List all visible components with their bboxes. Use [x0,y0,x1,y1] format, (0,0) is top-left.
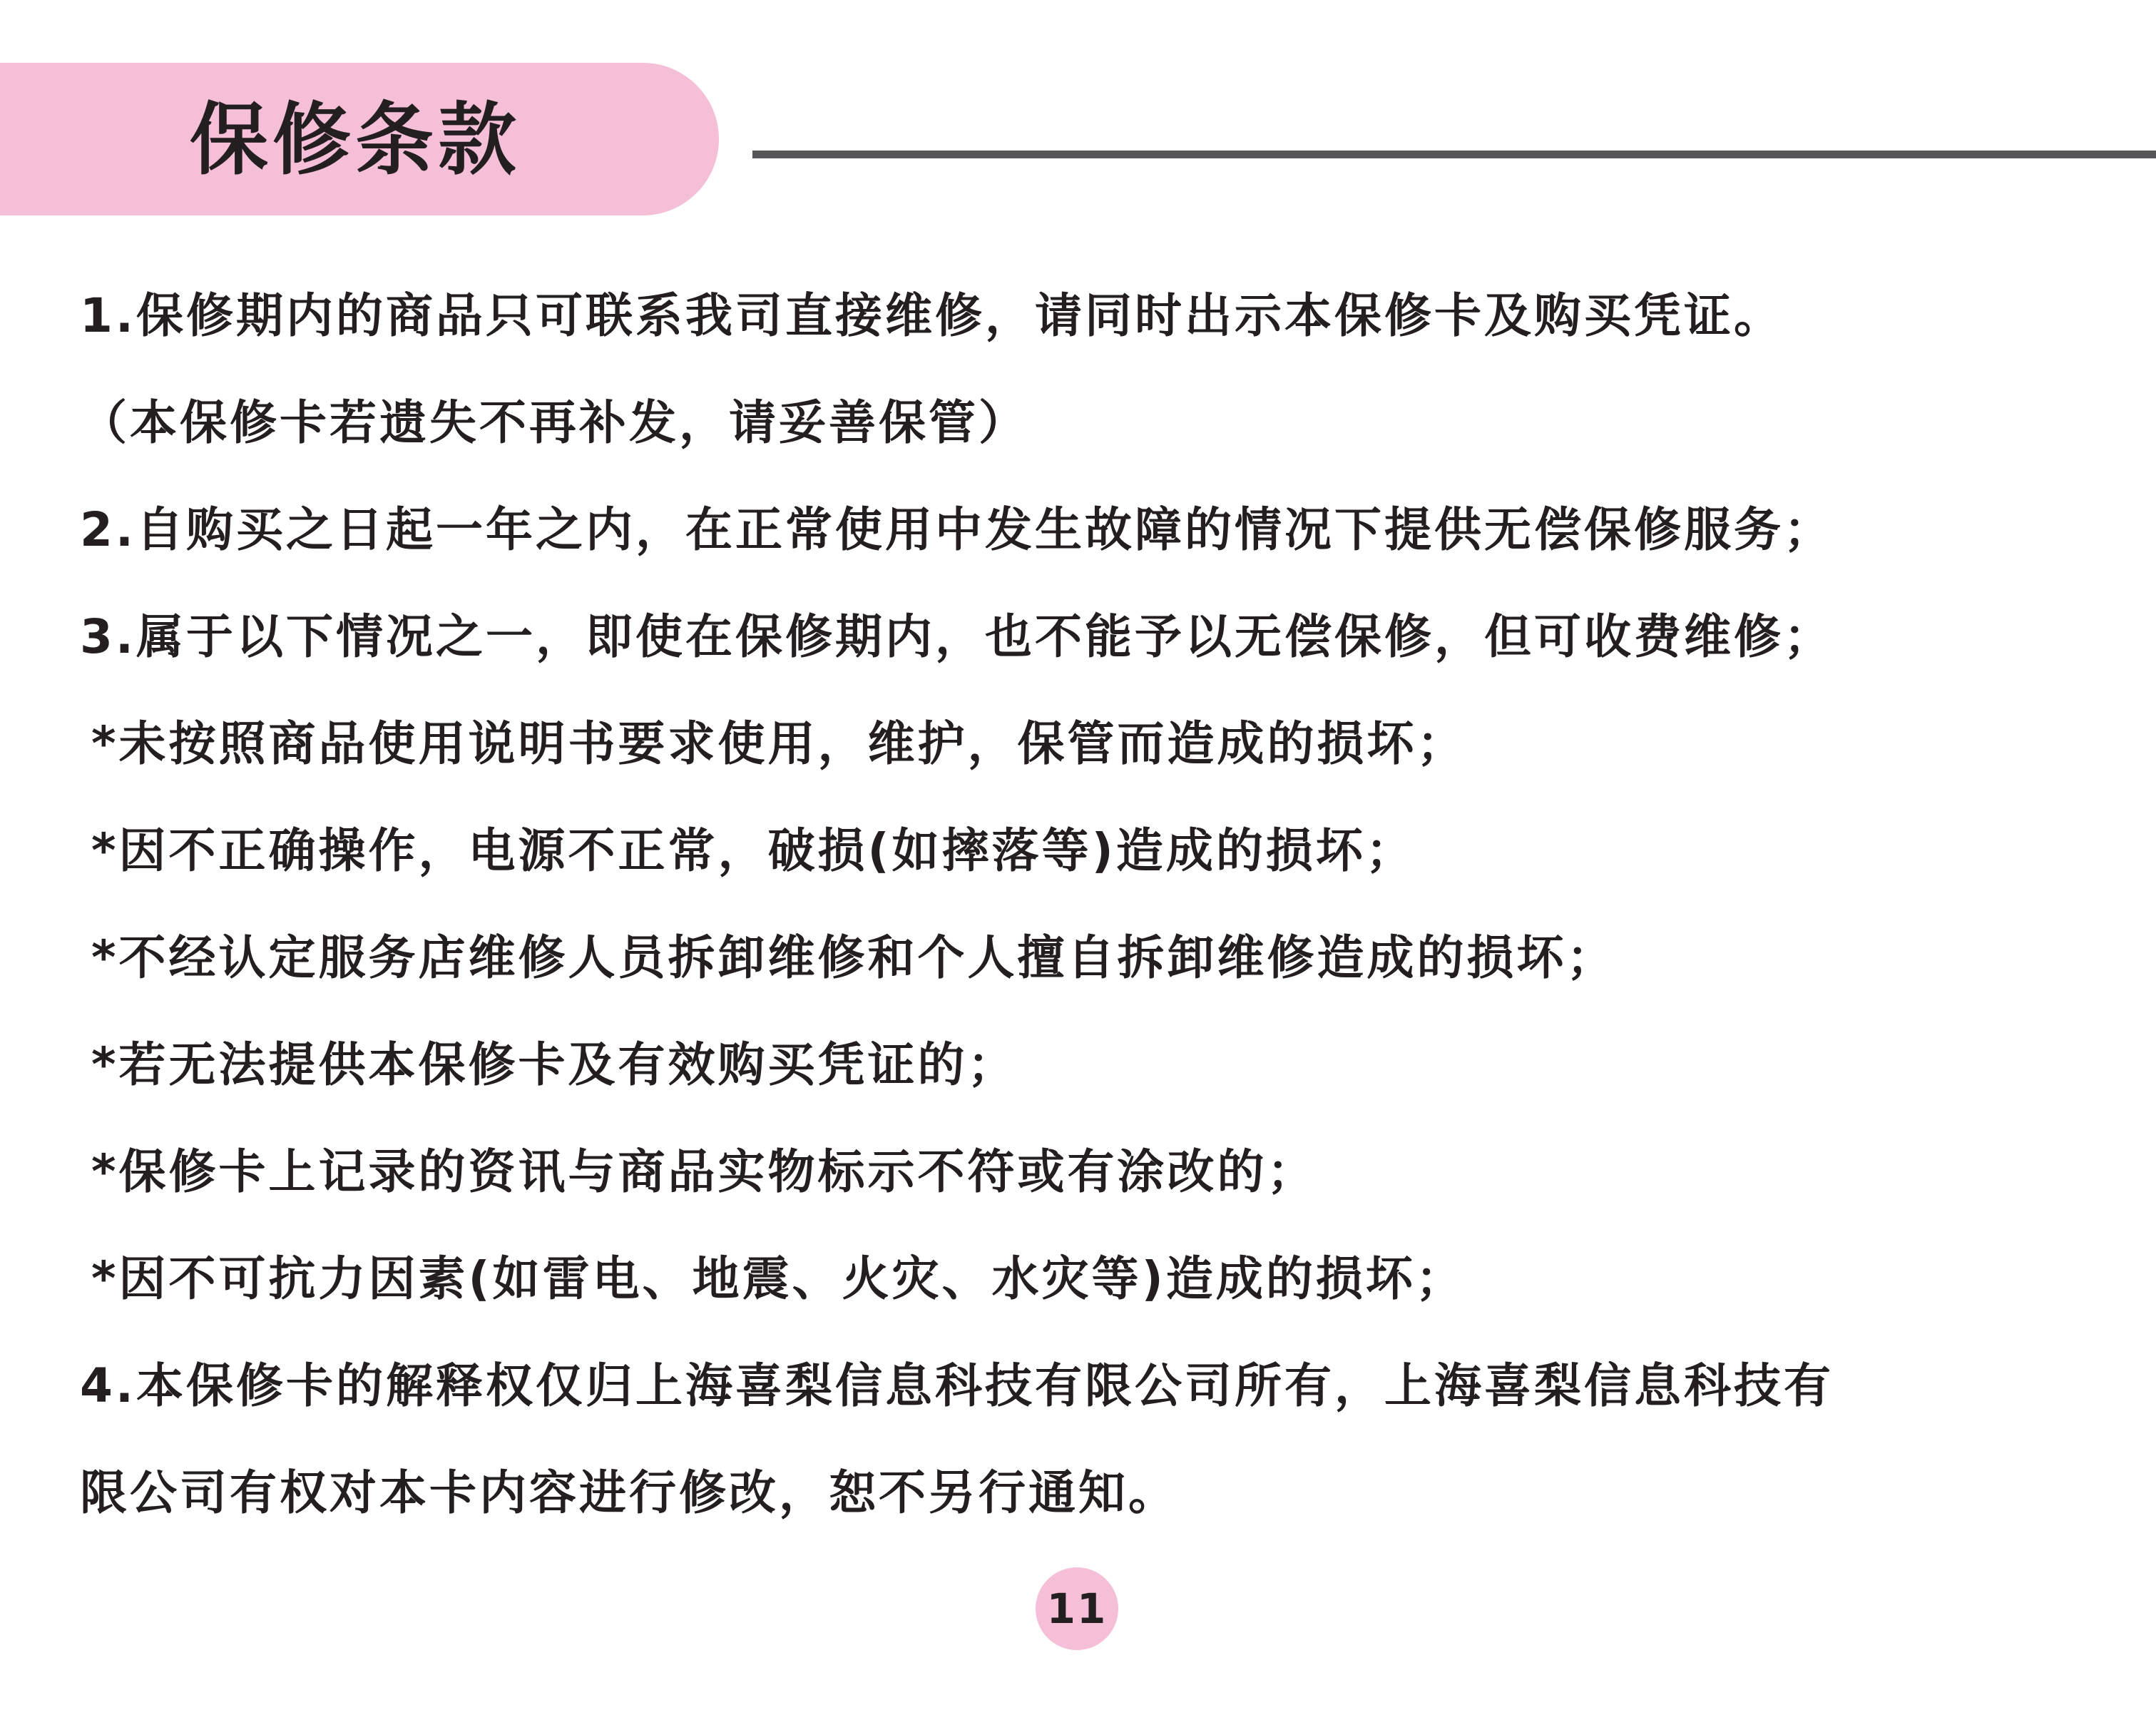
term-3-exclusion-6: *因不可抗力因素(如雷电、地震、火灾、水灾等)造成的损坏； [91,1251,1466,1306]
term-3-exclusion-5: *保修卡上记录的资讯与商品实物标示不符或有涂改的； [91,1144,1317,1199]
term-4-line-1: 4.本保修卡的解释权仅归上海喜梨信息科技有限公司所有，上海喜梨信息科技有 [80,1358,1834,1413]
term-3-exclusion-4: *若无法提供本保修卡及有效购买凭证的； [91,1037,1018,1092]
term-1-note: （本保修卡若遗失不再补发，请妥善保管） [80,395,1028,450]
term-1-line-1: 1.保修期内的商品只可联系我司直接维修，请同时出示本保修卡及购买凭证。 [80,288,1784,343]
term-2: 2.自购买之日起一年之内，在正常使用中发生故障的情况下提供无偿保修服务； [80,502,1834,557]
term-3-exclusion-2: *因不正确操作，电源不正常，破损(如摔落等)造成的损坏； [91,823,1416,878]
page-number-badge [1036,1567,1118,1650]
term-3-exclusion-1: *未按照商品使用说明书要求使用，维护，保管而造成的损坏； [91,716,1467,771]
term-3-exclusion-3: *不经认定服务店维修人员拆卸维修和个人擅自拆卸维修造成的损坏； [91,930,1617,985]
page-number: 11 [1046,1584,1108,1633]
term-4-line-2: 限公司有权对本卡内容进行修改，恕不另行通知。 [80,1465,1178,1520]
term-3: 3.属于以下情况之一，即使在保修期内，也不能予以无偿保修，但可收费维修； [80,609,1834,664]
page-title: 保修条款 [190,94,521,185]
header-divider [752,151,2156,158]
warranty-terms [80,263,2120,1547]
